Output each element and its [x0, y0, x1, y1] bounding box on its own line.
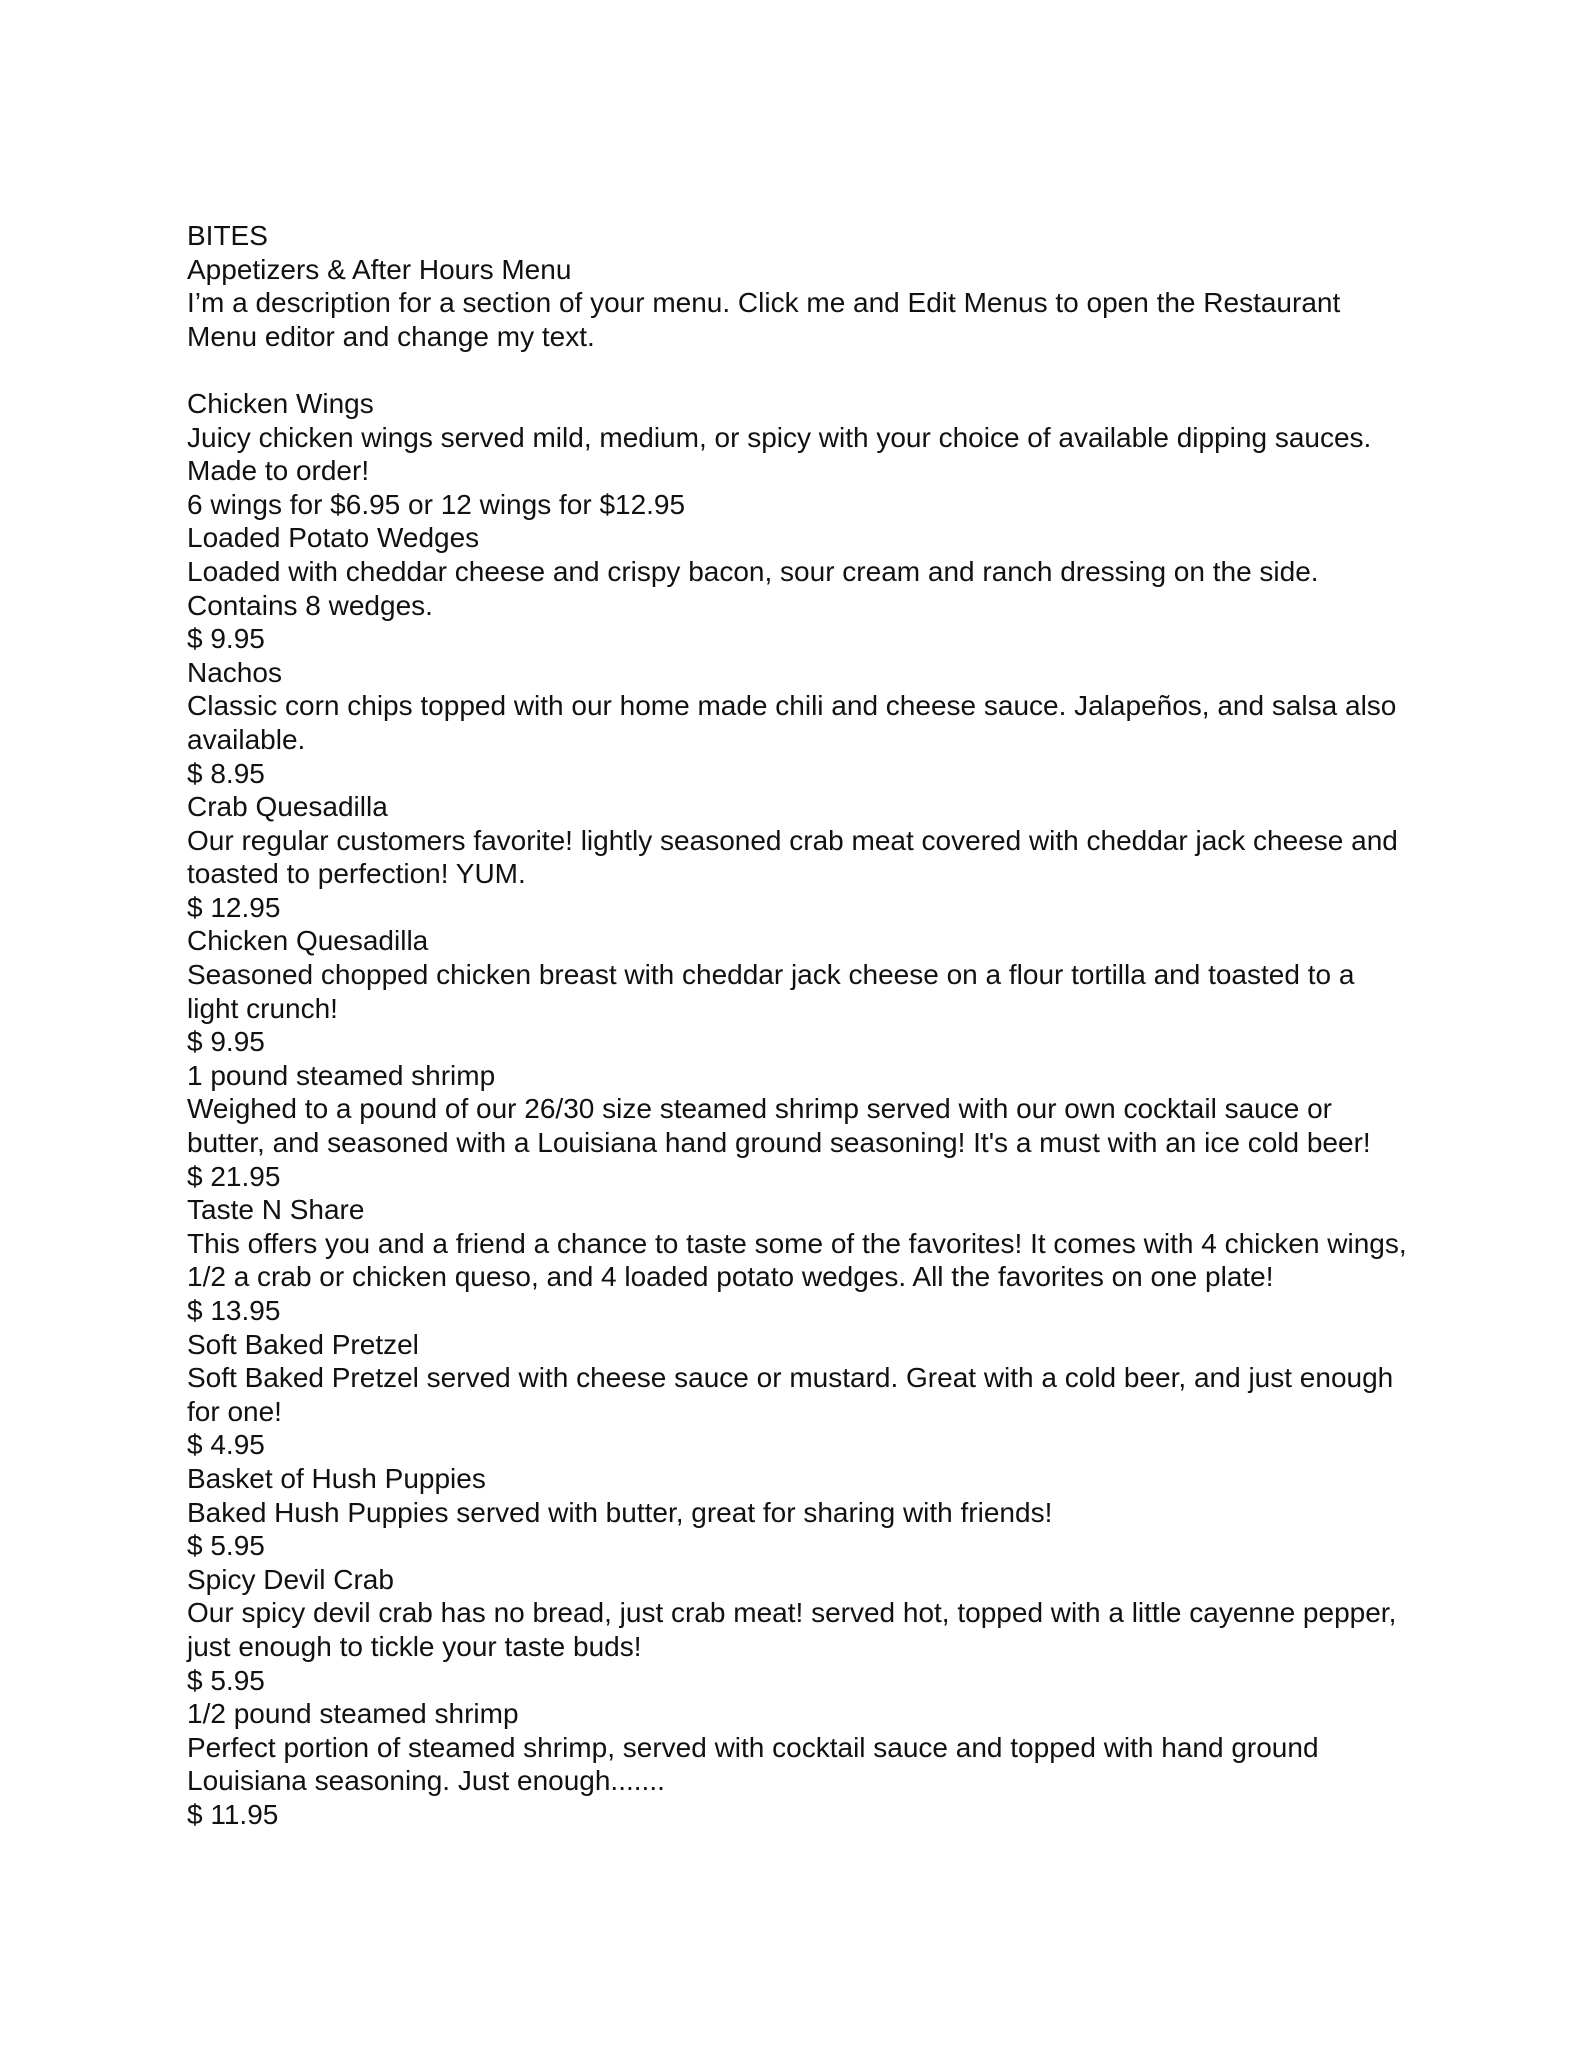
- item-price: $ 9.95: [187, 623, 265, 655]
- section-description: I’m a description for a section of your menu. Click me and Edit Menus to open the Restaurant Menu editor and change my text.: [187, 287, 1341, 352]
- item-name: Spicy Devil Crab: [187, 1563, 394, 1595]
- section-subtitle: Appetizers & After Hours Menu: [187, 253, 572, 285]
- menu-item: [187, 387, 1407, 521]
- menu-item: [187, 1563, 1407, 1697]
- section-title: BITES: [187, 220, 268, 251]
- item-name: Basket of Hush Puppies: [187, 1462, 486, 1494]
- menu-item: [187, 790, 1407, 924]
- item-description: Soft Baked Pretzel served with cheese sauce or mustard. Great with a cold beer, and just enough for one!: [187, 1362, 1394, 1427]
- item-description: Weighed to a pound of our 26/30 size steamed shrimp served with our own cocktail sauce or butter, and seasoned with a Louisiana hand ground seasoning! It's a must with an ice cold beer!: [187, 1093, 1371, 1159]
- menu-item: [187, 1328, 1407, 1462]
- item-price: $ 4.95: [187, 1429, 265, 1461]
- section-spacer: [187, 353, 1407, 387]
- menu-item: [187, 1193, 1407, 1327]
- item-name: Soft Baked Pretzel: [187, 1328, 419, 1360]
- item-name: Taste N Share: [187, 1194, 365, 1226]
- item-price: $ 13.95: [187, 1295, 281, 1326]
- item-price: $ 11.95: [187, 1798, 279, 1830]
- item-price: 6 wings for $6.95 or 12 wings for $12.95: [187, 488, 686, 520]
- item-description: Perfect portion of steamed shrimp, served with cocktail sauce and topped with hand ground Louisiana seasoning. Just enough.......: [187, 1731, 1319, 1797]
- menu-item: [187, 1462, 1407, 1563]
- menu-page: [187, 219, 1407, 1832]
- item-price: $ 21.95: [187, 1160, 281, 1192]
- menu-item-list: [187, 387, 1407, 1832]
- item-name: Loaded Potato Wedges: [187, 522, 480, 554]
- item-description: Classic corn chips topped with our home made chili and cheese sauce. Jalapeños, and salsa also available.: [187, 690, 1397, 755]
- item-description: Loaded with cheddar cheese and crispy bacon, sour cream and ranch dressing on the side. Contains 8 wedges.: [187, 555, 1319, 621]
- item-name: Chicken Wings: [187, 387, 374, 419]
- item-price: $ 5.95: [187, 1664, 265, 1696]
- item-name: 1 pound steamed shrimp: [187, 1059, 496, 1091]
- item-name: Chicken Quesadilla: [187, 925, 429, 957]
- menu-item: [187, 1059, 1407, 1193]
- item-name: Crab Quesadilla: [187, 791, 388, 823]
- item-price: $ 5.95: [187, 1530, 265, 1562]
- item-description: Our regular customers favorite! lightly seasoned crab meat covered with cheddar jack cheese and toasted to perfection! YUM.: [187, 824, 1398, 890]
- item-description: Juicy chicken wings served mild, medium, or spicy with your choice of available dipping sauces. Made to order!: [187, 421, 1372, 487]
- menu-item: [187, 656, 1407, 790]
- item-description: Seasoned chopped chicken breast with cheddar jack cheese on a flour tortilla and toasted to a light crunch!: [187, 959, 1355, 1024]
- item-name: 1/2 pound steamed shrimp: [187, 1698, 519, 1730]
- menu-item: [187, 1697, 1407, 1831]
- item-name: Nachos: [187, 656, 282, 688]
- item-price: $ 8.95: [187, 757, 265, 789]
- item-price: $ 9.95: [187, 1026, 265, 1058]
- item-description: This offers you and a friend a chance to taste some of the favorites! It comes with 4 chicken wings, 1/2 a crab or chicken queso, and 4 loaded potato wedges. All the favorites on one plate!: [187, 1227, 1407, 1293]
- item-description: Our spicy devil crab has no bread, just crab meat! served hot, topped with a little cayenne pepper, just enough to tickle your taste buds!: [187, 1597, 1397, 1662]
- item-price: $ 12.95: [187, 891, 281, 923]
- menu-item: [187, 521, 1407, 655]
- menu-item: [187, 924, 1407, 1058]
- item-description: Baked Hush Puppies served with butter, great for sharing with friends!: [187, 1496, 1053, 1528]
